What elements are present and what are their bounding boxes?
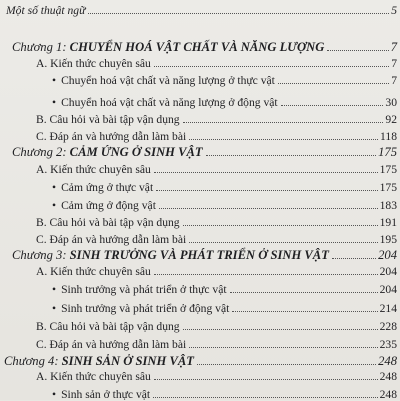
chapter-4-row: [4, 354, 400, 369]
chapter-3-item-2: [0, 302, 400, 315]
item-label: • Sinh sản ở thực vật: [52, 388, 151, 401]
chapter-3-page: 204: [378, 248, 397, 262]
item-page: 30: [385, 96, 397, 109]
chapter-1-row: [12, 40, 400, 55]
chapter-1-page: 7: [390, 40, 397, 54]
leader-dots: [230, 292, 378, 293]
toc-intro-page: 5: [391, 4, 397, 17]
leader-dots: [154, 274, 378, 275]
leader-dots: [183, 225, 378, 226]
leader-dots: [278, 83, 389, 84]
chapter-3-row: [12, 248, 400, 263]
section-page: 235: [379, 338, 397, 351]
item-page: 248: [379, 388, 397, 401]
section-page: 248: [379, 370, 397, 383]
chapter-4-item-1: [0, 388, 400, 401]
toc-intro-row: [6, 4, 400, 17]
section-label: A. Kiến thức chuyên sâu: [36, 163, 151, 176]
section-label: B. Câu hỏi và bài tập vận dụng: [36, 216, 180, 229]
chapter-1-section-c: [0, 130, 400, 143]
leader-dots: [183, 122, 384, 123]
chapter-2-section-b: [0, 216, 400, 229]
section-page: 175: [379, 163, 397, 176]
bullet-icon: •: [52, 199, 57, 212]
leader-dots: [154, 172, 378, 173]
section-page: 228: [379, 320, 397, 333]
chapter-4-title: Chương 4: SINH SẢN Ở SINH VẬT: [4, 354, 194, 368]
chapter-2-item-1: [0, 181, 400, 194]
section-label: C. Đáp án và hướng dẫn làm bài: [36, 233, 187, 246]
chapter-2-title: Chương 2: CẢM ỨNG Ở SINH VẬT: [12, 145, 203, 159]
leader-dots: [281, 105, 384, 106]
section-label: C. Đáp án và hướng dẫn làm bài: [36, 338, 187, 351]
section-page: 204: [379, 265, 397, 278]
bullet-icon: •: [52, 302, 57, 315]
leader-dots: [189, 242, 377, 243]
chapter-3-section-a: [0, 265, 400, 278]
chapter-3-section-c: [0, 338, 400, 351]
toc-intro-label: Một số thuật ngữ: [6, 4, 86, 17]
leader-dots: [156, 190, 377, 191]
leader-dots: [332, 258, 376, 259]
chapter-1-section-a: [0, 57, 400, 70]
item-page: 175: [379, 181, 397, 194]
section-label: A. Kiến thức chuyên sâu: [36, 370, 151, 383]
bullet-icon: •: [52, 388, 57, 401]
section-label: C. Đáp án và hướng dẫn làm bài: [36, 130, 187, 143]
chapter-3-item-1: [0, 283, 400, 296]
leader-dots: [232, 311, 377, 312]
section-label: B. Câu hỏi và bài tập vận dụng: [36, 320, 180, 333]
bullet-icon: •: [52, 96, 57, 109]
leader-dots: [327, 50, 388, 51]
chapter-1-item-2: [0, 96, 400, 109]
chapter-2-item-2: [0, 199, 400, 212]
item-label: • Chuyển hoá vật chất và năng lượng ở động vật: [52, 96, 278, 109]
leader-dots: [189, 347, 377, 348]
chapter-4-page: 248: [378, 354, 397, 368]
item-label: • Sinh trưởng và phát triển ở thực vật: [52, 283, 227, 296]
item-label: • Sinh trưởng và phát triển ở động vật: [52, 302, 230, 315]
chapter-2-row: [12, 145, 400, 160]
item-label: • Chuyển hoá vật chất và năng lượng ở thực vật: [52, 74, 275, 87]
leader-dots: [189, 139, 378, 140]
chapter-3-title: Chương 3: SINH TRƯỞNG VÀ PHÁT TRIỂN Ở SINH VẬT: [12, 248, 329, 262]
leader-dots: [153, 397, 377, 398]
chapter-1-section-b: [0, 113, 400, 126]
bullet-icon: •: [52, 74, 57, 87]
section-label: B. Câu hỏi và bài tập vận dụng: [36, 113, 180, 126]
section-page: 195: [379, 233, 397, 246]
section-page: 7: [391, 57, 397, 70]
item-page: 204: [379, 283, 397, 296]
item-page: 7: [391, 74, 397, 87]
leader-dots: [206, 155, 377, 156]
leader-dots: [197, 364, 376, 365]
leader-dots: [88, 13, 389, 14]
section-label: A. Kiến thức chuyên sâu: [36, 265, 151, 278]
leader-dots: [183, 329, 378, 330]
section-page: 92: [385, 113, 397, 126]
item-page: 214: [379, 302, 397, 315]
item-label: • Cảm ứng ở thực vật: [52, 181, 154, 194]
chapter-1-item-1: [0, 74, 400, 87]
chapter-4-section-a: [0, 370, 400, 383]
leader-dots: [154, 66, 389, 67]
section-label: A. Kiến thức chuyên sâu: [36, 57, 151, 70]
chapter-2-section-c: [0, 233, 400, 246]
leader-dots: [159, 208, 378, 209]
chapter-2-section-a: [0, 163, 400, 176]
chapter-3-section-b: [0, 320, 400, 333]
bullet-icon: •: [52, 283, 57, 296]
section-page: 191: [379, 216, 397, 229]
item-page: 183: [379, 199, 397, 212]
section-page: 118: [380, 130, 397, 143]
chapter-2-page: 175: [378, 145, 397, 159]
chapter-1-title: Chương 1: CHUYỂN HOÁ VẬT CHẤT VÀ NĂNG LƯỢNG: [12, 40, 325, 54]
bullet-icon: •: [52, 181, 57, 194]
leader-dots: [154, 379, 378, 380]
item-label: • Cảm ứng ở động vật: [52, 199, 156, 212]
